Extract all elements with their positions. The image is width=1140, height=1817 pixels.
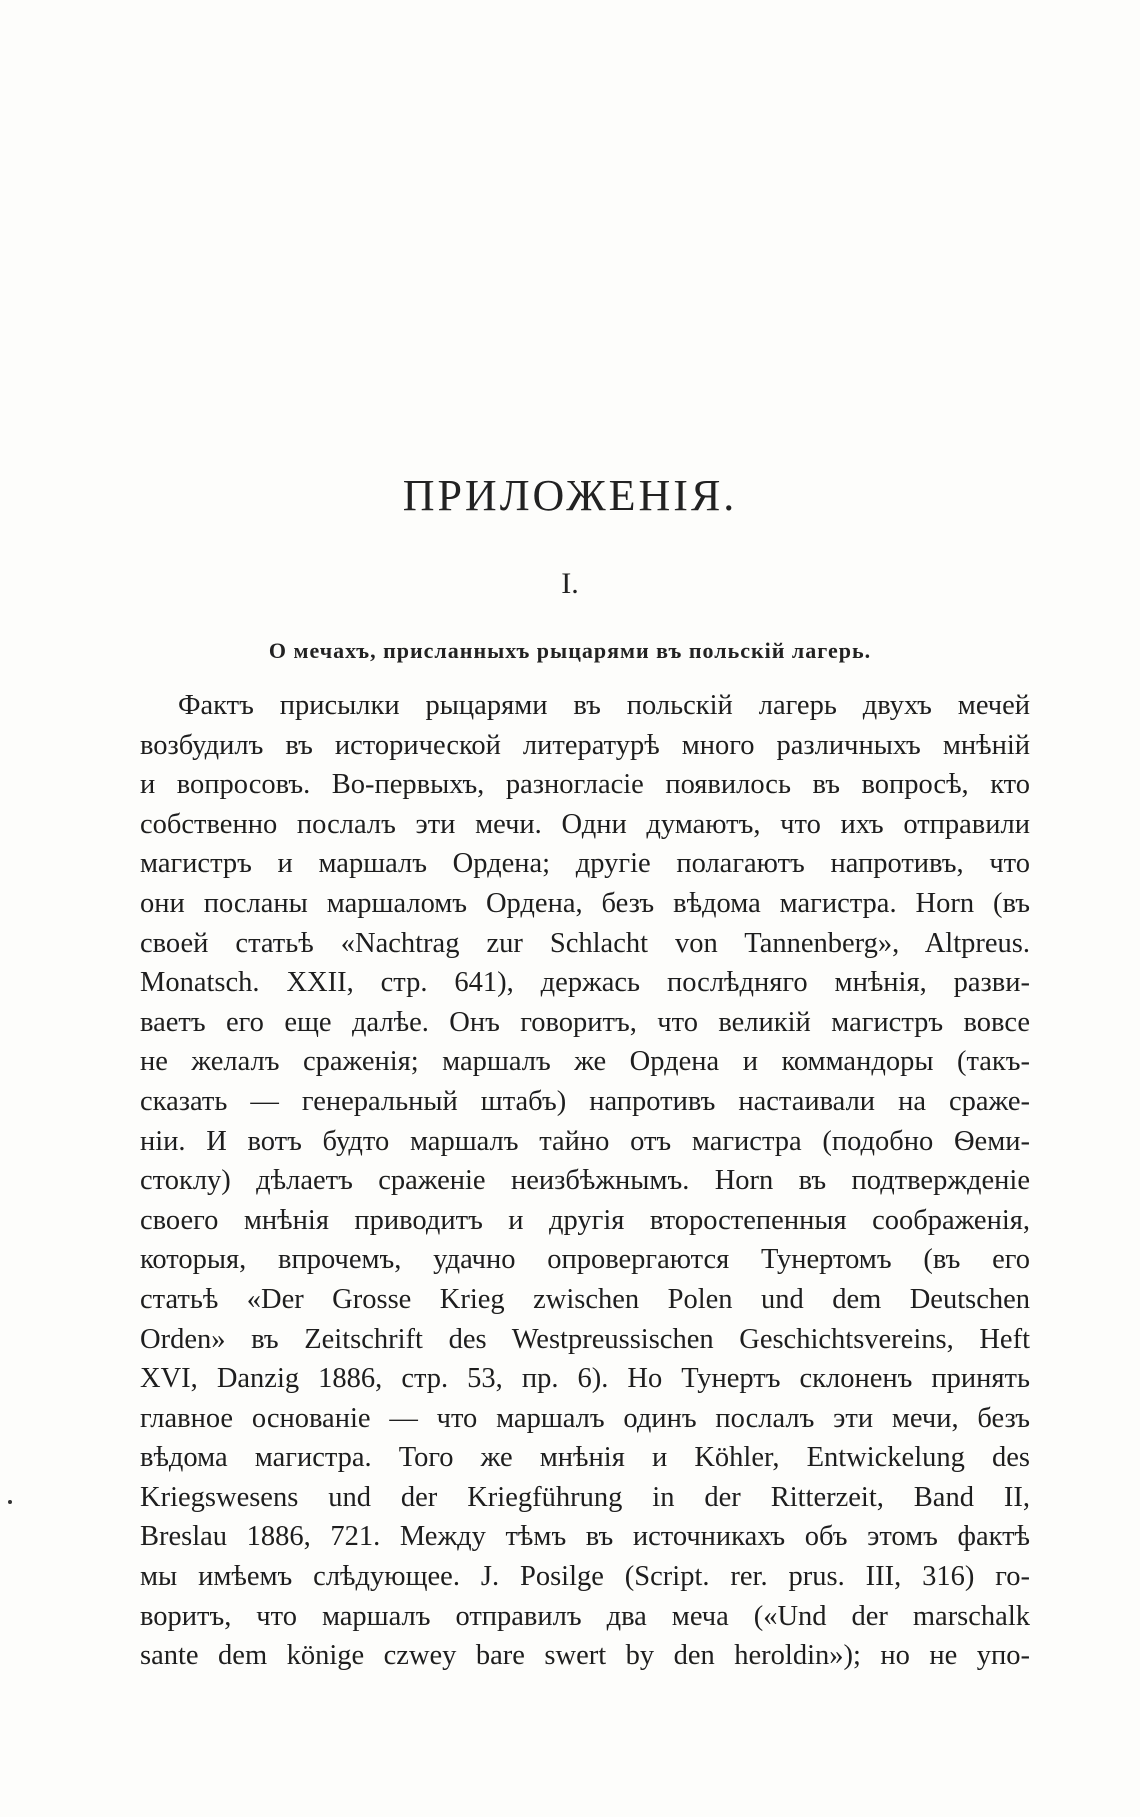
text-line: Kriegswesens und der Kriegführung in der Ritterzeit, Band II, [140,1481,1030,1513]
text-line: Orden» въ Zeitschrift des Westpreussischen Geschichtsvereins, Heft [140,1323,1030,1355]
text-line: возбудилъ въ исторической литературѣ много различныхъ мнѣній [140,729,1030,761]
text-line: собственно послалъ эти мечи. Одни думаютъ, что ихъ отправили [140,808,1030,840]
text-line: воритъ, что маршалъ отправилъ два меча («Und der marschalk [140,1600,1030,1632]
text-line: не желалъ сраженія; маршалъ же Ордена и коммандоры (такъ- [140,1046,1030,1078]
text-line: Breslau 1886, 721. Между тѣмъ въ источникахъ объ этомъ фактѣ [140,1521,1030,1553]
text-line: ніи. И вотъ будто маршалъ тайно отъ магистра (подобно Ѳеми- [140,1125,1030,1157]
section-number: I. [561,567,579,600]
text-line: сказать — генеральный штабъ) напротивъ настаивали на сраже- [140,1085,1030,1117]
text-line: sante dem könige czwey bare swert by den heroldin»); но не упо- [140,1640,1030,1672]
text-line: и вопросовъ. Во-первыхъ, разногласіе появилось въ вопросѣ, кто [140,769,1030,801]
text-line: которыя, впрочемъ, удачно опровергаются Тунертомъ (въ его [140,1244,1030,1276]
text-line: вѣдома магистра. Того же мнѣнія и Köhler, Entwickelung des [140,1442,1030,1474]
section-subtitle: О мечахъ, присланныхъ рыцарями въ польскій лагерь. [268,638,872,663]
appendix-heading: ПРИЛОЖЕНІЯ. [402,471,738,520]
text-line: своего мнѣнія приводитъ и другія второстепенныя соображенія, [140,1204,1030,1236]
text-line: магистръ и маршалъ Ордена; другіе полагаютъ напротивъ, что [140,848,1030,880]
text-line: ваетъ его еще далѣе. Онъ говоритъ, что великій магистръ вовсе [140,1006,1030,1038]
text-line: XVI, Danzig 1886, стр. 53, пр. 6). Но Тунертъ склоненъ принять [140,1363,1030,1395]
body-paragraph [140,686,1030,1676]
text-line: мы имѣемъ слѣдующее. J. Posilge (Script. rer. prus. III, 316) го- [140,1561,1030,1593]
text-line: Фактъ присылки рыцарями въ польскій лагерь двухъ мечей [178,690,1030,721]
text-line: своей статьѣ «Nachtrag zur Schlacht von Tannenberg», Altpreus. [140,927,1030,959]
text-line: Monatsch. XXII, стр. 641), держась послѣдняго мнѣнія, разви- [140,967,1030,999]
text-line: стоклу) дѣлаетъ сраженіе неизбѣжнымъ. Horn въ подтвержденіе [140,1165,1030,1197]
text-line: главное основаніе — что маршалъ одинъ послалъ эти мечи, безъ [140,1402,1030,1434]
text-line: статьѣ «Der Grosse Krieg zwischen Polen und dem Deutschen [140,1283,1030,1315]
margin-mark [8,1500,12,1504]
text-line: они посланы маршаломъ Ордена, безъ вѣдома магистра. Horn (въ [140,887,1030,919]
